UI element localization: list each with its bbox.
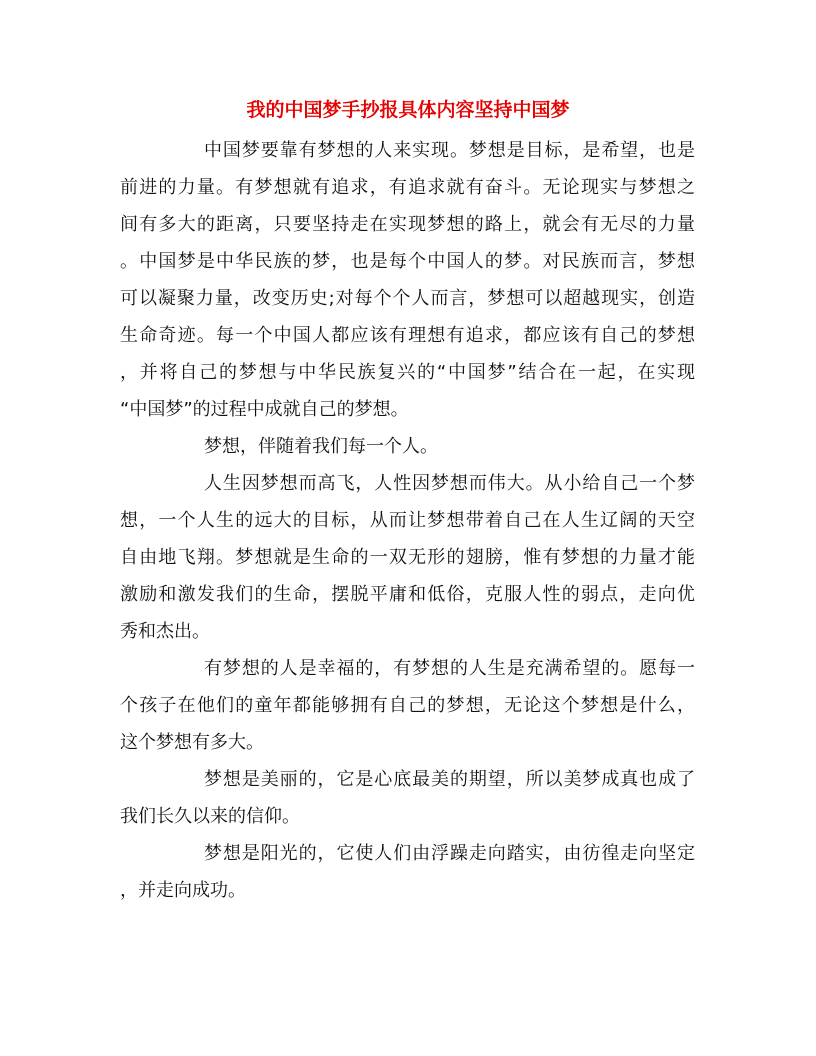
text-line: 我们长久以来的信仰。 [120, 806, 300, 827]
text-line: ，并走向成功。 [120, 880, 246, 901]
text-line: 人生因梦想而高飞，人性因梦想而伟大。从小给自己一个梦 [204, 473, 695, 494]
paragraph-3 [120, 465, 695, 650]
text-line: 间有多大的距离，只要坚持走在实现梦想的路上，就会有无尽的力量 [120, 214, 695, 235]
paragraph-5 [120, 761, 695, 835]
paragraph-6 [120, 835, 695, 909]
text-line: 梦想是阳光的，它使人们由浮躁走向踏实，由彷徨走向坚定 [204, 843, 695, 864]
text-line: 梦想，伴随着我们每一个人。 [204, 436, 438, 457]
text-line: 梦想是美丽的，它是心底最美的期望，所以美梦成真也成了 [204, 769, 695, 790]
paragraph-1 [120, 132, 695, 428]
text-line: “中国梦”的过程中成就自己的梦想。 [120, 399, 409, 420]
paragraph-4 [120, 650, 695, 761]
text-line: 可以凝聚力量，改变历史;对每个个人而言，梦想可以超越现实，创造 [120, 288, 695, 309]
text-line: 激励和激发我们的生命，摆脱平庸和低俗，克服人性的弱点，走向优 [120, 584, 695, 605]
text-line: 前进的力量。有梦想就有追求，有追求就有奋斗。无论现实与梦想之 [120, 177, 695, 198]
text-line: 中国梦要靠有梦想的人来实现。梦想是目标，是希望，也是 [204, 140, 695, 161]
text-line: 个孩子在他们的童年都能够拥有自己的梦想，无论这个梦想是什么， [120, 695, 695, 716]
document-body [120, 132, 695, 909]
text-line: 这个梦想有多大。 [120, 732, 264, 753]
text-line: 生命奇迹。每一个中国人都应该有理想有追求，都应该有自己的梦想 [120, 325, 695, 346]
paragraph-2 [120, 428, 695, 465]
text-line: 有梦想的人是幸福的，有梦想的人生是充满希望的。愿每一 [204, 658, 695, 679]
text-line: 想，一个人生的远大的目标，从而让梦想带着自己在人生辽阔的天空 [120, 510, 695, 531]
text-line: ，并将自己的梦想与中华民族复兴的“中国梦”结合在一起，在实现 [120, 362, 695, 383]
text-line: 秀和杰出。 [120, 621, 210, 642]
document-title: 我的中国梦手抄报具体内容坚持中国梦 [246, 99, 570, 121]
text-line: 自由地飞翔。梦想就是生命的一双无形的翅膀，惟有梦想的力量才能 [120, 547, 695, 568]
text-line: 。中国梦是中华民族的梦，也是每个中国人的梦。对民族而言，梦想 [120, 251, 695, 272]
